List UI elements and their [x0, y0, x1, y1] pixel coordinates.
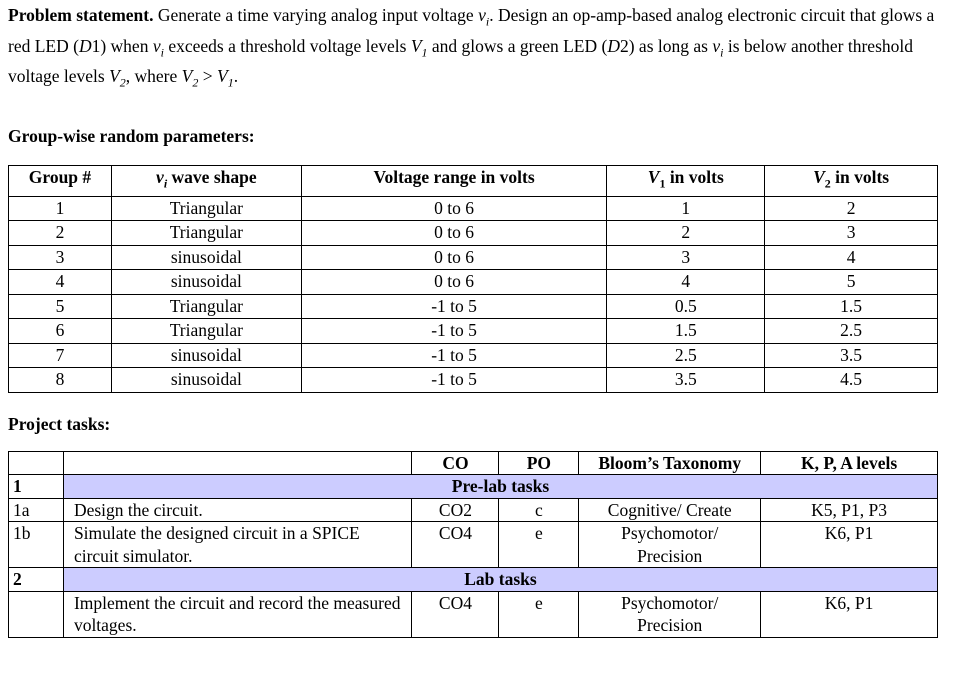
header-group: Group #	[9, 166, 112, 197]
cell-range: 0 to 6	[301, 270, 607, 295]
cell-shape: sinusoidal	[111, 270, 301, 295]
task-description: Design the circuit.	[63, 498, 412, 522]
cell-v2: 2.5	[765, 319, 938, 344]
task-description: Implement the circuit and record the measured voltages.	[63, 591, 412, 637]
task-number: 1a	[9, 498, 64, 522]
problem-text: and glows a green LED (	[427, 35, 608, 56]
header-v1: $V_1$ in volts	[607, 166, 765, 197]
cell-v1: 4	[607, 270, 765, 295]
cell-v1: 3	[607, 245, 765, 270]
d1-symbol: D	[78, 35, 92, 56]
table-row	[9, 319, 938, 344]
section-title: Pre-lab tasks	[63, 475, 937, 499]
task-kpa: K6, P1	[761, 591, 938, 637]
cell-shape: Triangular	[111, 294, 301, 319]
cell-v1: 1	[607, 196, 765, 221]
cell-range: -1 to 5	[301, 294, 607, 319]
section-row-lab	[9, 568, 938, 592]
header-bloom: Bloom’s Taxonomy	[579, 452, 761, 475]
cell-range: -1 to 5	[301, 368, 607, 393]
header-co: CO	[412, 452, 499, 475]
v1-symbol: $V_1$	[410, 35, 428, 59]
problem-statement	[8, 3, 953, 95]
cell-group: 4	[9, 270, 112, 295]
cell-v1: 3.5	[607, 368, 765, 393]
task-bloom: Cognitive/ Create	[579, 498, 761, 522]
tasks-table	[8, 451, 938, 638]
task-kpa: K6, P1	[761, 522, 938, 568]
cell-v1: 2.5	[607, 343, 765, 368]
problem-text: .	[233, 66, 239, 86]
header-blank	[9, 452, 64, 475]
cell-range: 0 to 6	[301, 196, 607, 221]
header-po: PO	[499, 452, 579, 475]
problem-text: , where	[125, 66, 182, 86]
cell-v2: 4	[765, 245, 938, 270]
table-row	[9, 245, 938, 270]
task-description: Simulate the designed circuit in a SPICE circuit simulator.	[63, 522, 412, 568]
problem-text: ) when	[100, 35, 153, 56]
problem-text: . Design an op-amp-based analog electronic circuit that glows a red LED (	[8, 5, 935, 56]
table-row	[9, 343, 938, 368]
cell-range: 0 to 6	[301, 221, 607, 246]
task-co: CO4	[412, 591, 499, 637]
vi-symbol: $v_i$	[152, 35, 164, 59]
cell-group: 2	[9, 221, 112, 246]
table-row	[9, 591, 938, 637]
table-row	[9, 522, 938, 568]
section-row-prelab	[9, 475, 938, 499]
task-number: 1b	[9, 522, 64, 568]
cell-v2: 1.5	[765, 294, 938, 319]
vi-symbol: $v_i$	[478, 5, 490, 29]
header-blank	[63, 452, 412, 475]
cell-range: -1 to 5	[301, 319, 607, 344]
section-number: 2	[9, 568, 64, 592]
header-kpa: K, P, A levels	[761, 452, 938, 475]
cell-v1: 0.5	[607, 294, 765, 319]
task-co: CO4	[412, 522, 499, 568]
task-number	[9, 591, 64, 637]
section-number: 1	[9, 475, 64, 499]
table-row	[9, 221, 938, 246]
task-bloom: Psychomotor/ Precision	[579, 522, 761, 568]
d1-number: 1	[91, 35, 101, 56]
task-po: e	[499, 591, 579, 637]
cell-range: -1 to 5	[301, 343, 607, 368]
cell-shape: Triangular	[111, 319, 301, 344]
cell-group: 5	[9, 294, 112, 319]
problem-text: exceeds a threshold voltage levels	[163, 35, 411, 56]
task-kpa: K5, P1, P3	[761, 498, 938, 522]
task-po: c	[499, 498, 579, 522]
table-header-row	[9, 166, 938, 197]
cell-range: 0 to 6	[301, 245, 607, 270]
cell-v2: 4.5	[765, 368, 938, 393]
greater-than: >	[198, 66, 217, 86]
cell-shape: sinusoidal	[111, 343, 301, 368]
cell-shape: Triangular	[111, 196, 301, 221]
problem-label: Problem statement.	[8, 5, 154, 25]
task-bloom: Psychomotor/ Precision	[579, 591, 761, 637]
cell-v1: 1.5	[607, 319, 765, 344]
cell-v1: 2	[607, 221, 765, 246]
section-title: Lab tasks	[63, 568, 937, 592]
problem-text: is below another threshold voltage levels	[8, 35, 913, 86]
vi-symbol: $v_i$	[712, 35, 724, 59]
problem-text: ) as long as	[628, 35, 713, 56]
v1-symbol: $V_1$	[217, 66, 234, 90]
task-po: e	[499, 522, 579, 568]
task-co: CO2	[412, 498, 499, 522]
cell-group: 1	[9, 196, 112, 221]
cell-v2: 3	[765, 221, 938, 246]
cell-group: 6	[9, 319, 112, 344]
cell-shape: sinusoidal	[111, 245, 301, 270]
cell-shape: Triangular	[111, 221, 301, 246]
parameters-table	[8, 165, 938, 393]
header-v2: $V_2$ in volts	[765, 166, 938, 197]
table-row	[9, 294, 938, 319]
problem-text: Generate a time varying analog input voltage	[153, 5, 479, 25]
cell-v2: 3.5	[765, 343, 938, 368]
table-row	[9, 368, 938, 393]
header-wave-shape: $v_i$ wave shape	[111, 166, 301, 197]
table-row	[9, 196, 938, 221]
cell-v2: 2	[765, 196, 938, 221]
cell-group: 7	[9, 343, 112, 368]
tasks-heading: Project tasks:	[8, 414, 111, 434]
header-voltage-range: Voltage range in volts	[301, 166, 607, 197]
table-row	[9, 270, 938, 295]
params-heading: Group-wise random parameters:	[8, 126, 255, 146]
v2-symbol: $V_2$	[181, 66, 199, 90]
v2-symbol: $V_2$	[109, 66, 126, 90]
cell-group: 3	[9, 245, 112, 270]
cell-v2: 5	[765, 270, 938, 295]
d2-number: 2	[619, 35, 629, 56]
table-row	[9, 498, 938, 522]
table-header-row	[9, 452, 938, 475]
cell-group: 8	[9, 368, 112, 393]
d2-symbol: D	[607, 35, 620, 56]
cell-shape: sinusoidal	[111, 368, 301, 393]
